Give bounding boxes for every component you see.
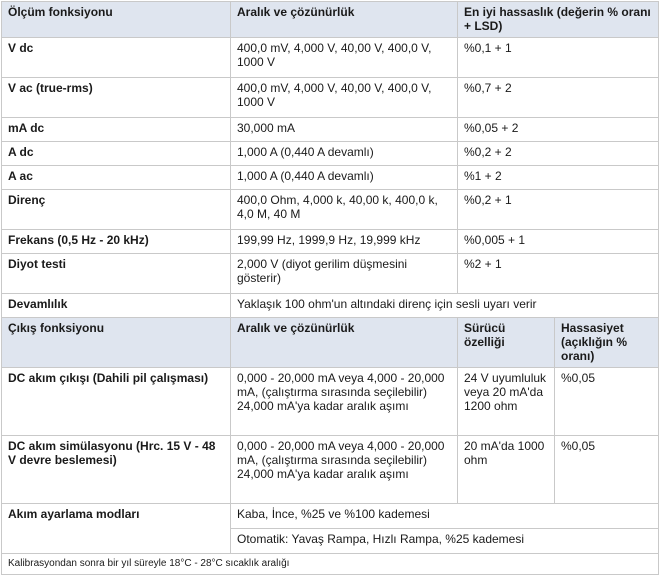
header-best-accuracy: En iyi hassaslık (değerin % oranı + LSD)	[458, 2, 659, 38]
header-output-function: Çıkış fonksiyonu	[2, 318, 231, 368]
row-accuracy: %0,7 + 2	[458, 78, 659, 118]
continuity-label: Devamlılık	[2, 294, 231, 318]
row-function: V dc	[2, 38, 231, 78]
row-function: Frekans (0,5 Hz - 20 kHz)	[2, 230, 231, 254]
row-range: 1,000 A (0,440 A devamlı)	[231, 166, 458, 190]
row-accuracy: %2 + 1	[458, 254, 659, 294]
output-accuracy: %0,05	[555, 436, 659, 504]
output-header-row	[2, 318, 659, 368]
modes-line-2: Otomatik: Yavaş Rampa, Hızlı Rampa, %25 kademesi	[231, 529, 659, 554]
row-function: mA dc	[2, 118, 231, 142]
table-row	[2, 190, 659, 230]
row-range: 2,000 V (diyot gerilim düşmesini gösterir)	[231, 254, 458, 294]
output-accuracy: %0,05	[555, 368, 659, 436]
header-range-resolution: Aralık ve çözünürlük	[231, 2, 458, 38]
modes-line-1: Kaba, İnce, %25 ve %100 kademesi	[231, 504, 659, 529]
output-drive: 24 V uyumluluk veya 20 mA'da 1200 ohm	[458, 368, 555, 436]
output-function: DC akım simülasyonu (Hrc. 15 V - 48 V devre beslemesi)	[2, 436, 231, 504]
modes-label: Akım ayarlama modları	[2, 504, 231, 554]
modes-row	[2, 504, 659, 529]
output-range: 0,000 - 20,000 mA veya 4,000 - 20,000 mA, (çalıştırma sırasında seçilebilir) 24,000 mA'ya kadar aralık aşımı	[231, 436, 458, 504]
row-accuracy: %0,1 + 1	[458, 38, 659, 78]
continuity-row	[2, 294, 659, 318]
output-drive: 20 mA'da 1000 ohm	[458, 436, 555, 504]
header-output-accuracy: Hassasiyet (açıklığın % oranı)	[555, 318, 659, 368]
table-row	[2, 230, 659, 254]
footnote: Kalibrasyondan sonra bir yıl süreyle 18°C - 28°C sıcaklık aralığı	[2, 554, 659, 575]
row-function: Diyot testi	[2, 254, 231, 294]
row-accuracy: %0,2 + 2	[458, 142, 659, 166]
row-function: A dc	[2, 142, 231, 166]
output-range: 0,000 - 20,000 mA veya 4,000 - 20,000 mA, (çalıştırma sırasında seçilebilir) 24,000 mA'ya kadar aralık aşımı	[231, 368, 458, 436]
footnote-row	[2, 554, 659, 575]
specifications-table	[1, 1, 659, 575]
table-row	[2, 38, 659, 78]
row-range: 1,000 A (0,440 A devamlı)	[231, 142, 458, 166]
row-range: 400,0 mV, 4,000 V, 40,00 V, 400,0 V, 1000 V	[231, 78, 458, 118]
table-row	[2, 436, 659, 504]
row-range: 400,0 Ohm, 4,000 k, 40,00 k, 400,0 k, 4,0 M, 40 M	[231, 190, 458, 230]
row-accuracy: %1 + 2	[458, 166, 659, 190]
header-measurement-function: Ölçüm fonksiyonu	[2, 2, 231, 38]
table-row	[2, 142, 659, 166]
continuity-description: Yaklaşık 100 ohm'un altındaki direnç için sesli uyarı verir	[231, 294, 659, 318]
row-function: V ac (true-rms)	[2, 78, 231, 118]
row-accuracy: %0,2 + 1	[458, 190, 659, 230]
table-row	[2, 254, 659, 294]
header-output-range: Aralık ve çözünürlük	[231, 318, 458, 368]
output-function: DC akım çıkışı (Dahili pil çalışması)	[2, 368, 231, 436]
table-row	[2, 166, 659, 190]
header-drive-capability: Sürücü özelliği	[458, 318, 555, 368]
row-range: 199,99 Hz, 1999,9 Hz, 19,999 kHz	[231, 230, 458, 254]
row-range: 30,000 mA	[231, 118, 458, 142]
row-accuracy: %0,005 + 1	[458, 230, 659, 254]
row-function: A ac	[2, 166, 231, 190]
measurement-header-row	[2, 2, 659, 38]
table-row	[2, 368, 659, 436]
table-row	[2, 118, 659, 142]
row-accuracy: %0,05 + 2	[458, 118, 659, 142]
row-function: Direnç	[2, 190, 231, 230]
row-range: 400,0 mV, 4,000 V, 40,00 V, 400,0 V, 1000 V	[231, 38, 458, 78]
table-row	[2, 78, 659, 118]
